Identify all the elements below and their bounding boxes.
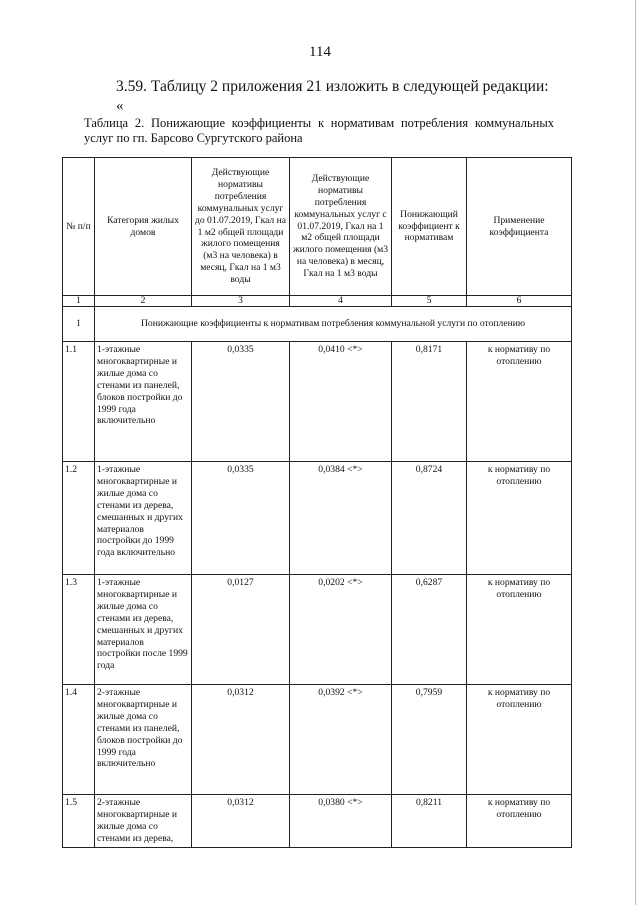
row-category: 2-этажные многоквартирные и жилые дома со стенами из панелей, блоков постройки до 1999 года включительно bbox=[95, 685, 192, 795]
header-category: Категория жилых домов bbox=[95, 158, 192, 296]
column-number-row bbox=[63, 296, 572, 307]
row-application: к нормативу по отоплению bbox=[467, 462, 572, 575]
coefficients-table bbox=[62, 157, 572, 848]
header-num: № п/п bbox=[63, 158, 95, 296]
row-num: 1.5 bbox=[63, 795, 95, 848]
column-number: 1 bbox=[63, 296, 95, 307]
row-norm-after: 0,0384 <*> bbox=[290, 462, 392, 575]
column-number: 4 bbox=[290, 296, 392, 307]
amendment-heading: 3.59. Таблицу 2 приложения 21 изложить в следующей редакции: bbox=[116, 78, 549, 95]
row-norm-before: 0,0312 bbox=[192, 795, 290, 848]
column-number: 6 bbox=[467, 296, 572, 307]
table-caption: Таблица 2. Понижающие коэффициенты к нормативам потребления коммунальных услуг по гп. Барсово Сургутского района bbox=[84, 116, 554, 145]
row-num: 1.3 bbox=[63, 575, 95, 685]
row-coefficient: 0,7959 bbox=[392, 685, 467, 795]
header-application: Применение коэффициента bbox=[467, 158, 572, 296]
header-norm-after: Действующие нормативы потребления коммунальных услуг с 01.07.2019, Гкал на 1 м2 общей площади жилого помещения (м3 на человека) в месяц, Гкал на 1 м3 воды bbox=[290, 158, 392, 296]
column-number: 5 bbox=[392, 296, 467, 307]
row-application: к нормативу по отоплению bbox=[467, 795, 572, 848]
section-title: Понижающие коэффициенты к нормативам потребления коммунальной услуги по отоплению bbox=[95, 307, 572, 342]
table-row bbox=[63, 342, 572, 462]
row-norm-before: 0,0127 bbox=[192, 575, 290, 685]
column-number: 3 bbox=[192, 296, 290, 307]
header-norm-before: Действующие нормативы потребления коммунальных услуг до 01.07.2019, Гкал на 1 м2 общей площади жилого помещения (м3 на человека) в месяц, Гкал на 1 м3 воды bbox=[192, 158, 290, 296]
row-coefficient: 0,8211 bbox=[392, 795, 467, 848]
row-norm-after: 0,0392 <*> bbox=[290, 685, 392, 795]
row-coefficient: 0,8724 bbox=[392, 462, 467, 575]
row-category: 2-этажные многоквартирные и жилые дома со стенами из дерева, bbox=[95, 795, 192, 848]
row-category: 1-этажные многоквартирные и жилые дома со стенами из панелей, блоков постройки до 1999 года включительно bbox=[95, 342, 192, 462]
page-number: 114 bbox=[309, 44, 331, 60]
row-norm-after: 0,0380 <*> bbox=[290, 795, 392, 848]
header-coefficient: Понижающий коэффициент к нормативам bbox=[392, 158, 467, 296]
table-row bbox=[63, 462, 572, 575]
row-num: 1.2 bbox=[63, 462, 95, 575]
opening-quote: « bbox=[116, 98, 124, 114]
row-application: к нормативу по отоплению bbox=[467, 575, 572, 685]
header-row bbox=[63, 158, 572, 296]
row-coefficient: 0,6287 bbox=[392, 575, 467, 685]
row-application: к нормативу по отоплению bbox=[467, 342, 572, 462]
table-row bbox=[63, 685, 572, 795]
row-norm-before: 0,0335 bbox=[192, 342, 290, 462]
row-num: 1.4 bbox=[63, 685, 95, 795]
table-row bbox=[63, 795, 572, 848]
section-num: 1 bbox=[63, 307, 95, 342]
scan-edge-line bbox=[635, 0, 636, 905]
row-norm-after: 0,0202 <*> bbox=[290, 575, 392, 685]
row-application: к нормативу по отоплению bbox=[467, 685, 572, 795]
row-norm-before: 0,0335 bbox=[192, 462, 290, 575]
row-num: 1.1 bbox=[63, 342, 95, 462]
section-row bbox=[63, 307, 572, 342]
row-category: 1-этажные многоквартирные и жилые дома со стенами из дерева, смешанных и других материалов постройки после 1999 года bbox=[95, 575, 192, 685]
row-norm-before: 0,0312 bbox=[192, 685, 290, 795]
row-norm-after: 0,0410 <*> bbox=[290, 342, 392, 462]
table-row bbox=[63, 575, 572, 685]
row-category: 1-этажные многоквартирные и жилые дома со стенами из дерева, смешанных и других материалов постройки до 1999 года включительно bbox=[95, 462, 192, 575]
row-coefficient: 0,8171 bbox=[392, 342, 467, 462]
column-number: 2 bbox=[95, 296, 192, 307]
